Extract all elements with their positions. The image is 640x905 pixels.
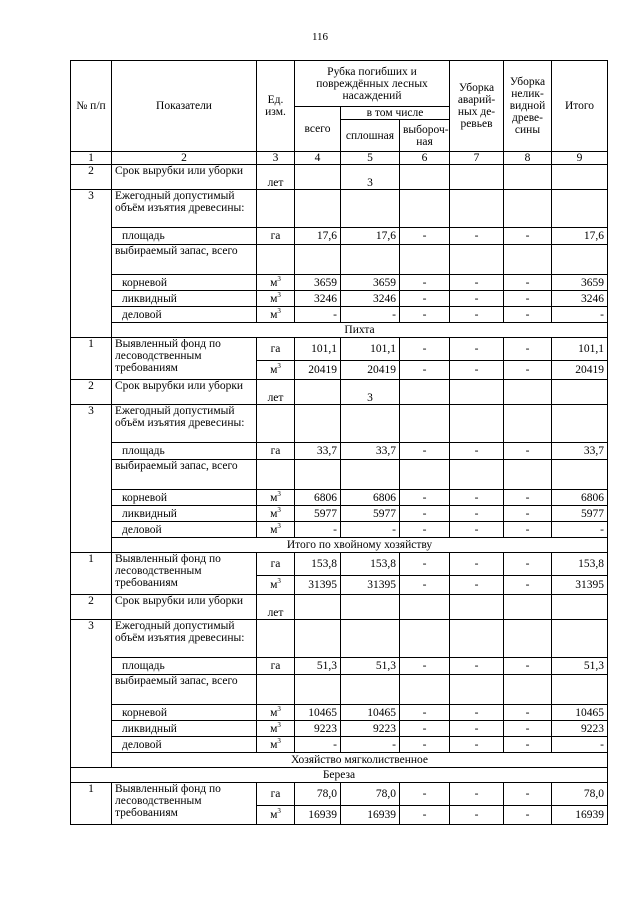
empty-cell (295, 405, 341, 443)
root-row (71, 490, 608, 506)
value-cell: 51,3 (341, 658, 400, 675)
value-cell: - (400, 553, 450, 576)
value-cell: 10465 (341, 705, 400, 721)
value-cell: 10465 (552, 705, 608, 721)
value-cell: 31395 (341, 576, 400, 595)
value-cell: - (504, 576, 552, 595)
indicator-label: Срок вырубки или уборки (112, 165, 257, 190)
unit-cell: лет (257, 165, 295, 190)
value-cell: 5977 (341, 506, 400, 522)
unit-cell (257, 490, 295, 506)
value-cell: - (400, 275, 450, 291)
value-cell: 17,6 (552, 228, 608, 245)
unit-cell (257, 576, 295, 595)
unit-cell (257, 275, 295, 291)
row-number: 2 (71, 595, 112, 620)
value-cell: - (400, 705, 450, 721)
value-cell: - (450, 737, 504, 753)
empty-cell (504, 460, 552, 490)
value-cell: - (400, 338, 450, 361)
value-cell: - (450, 338, 504, 361)
unit-m: м (270, 579, 278, 591)
empty-cell (552, 460, 608, 490)
unit-cube: 3 (277, 362, 281, 371)
indicator-label: Ежегодный допустимый объём изъятия древесины: (112, 190, 257, 228)
value-cell: 78,0 (552, 783, 608, 806)
row-number: 3 (71, 620, 112, 768)
indicator-label: Ежегодный допустимый объём изъятия древесины: (112, 620, 257, 658)
value-cell: - (504, 490, 552, 506)
value-cell: 31395 (552, 576, 608, 595)
unit-cell: га (257, 658, 295, 675)
section-title: Пихта (112, 323, 608, 338)
empty-cell (341, 190, 400, 228)
unit-m: м (270, 809, 278, 821)
value-cell: - (450, 228, 504, 245)
value-cell: 20419 (552, 361, 608, 380)
value-cell: - (400, 291, 450, 307)
business-row (71, 737, 608, 753)
value-cell: - (504, 443, 552, 460)
value-cell: - (400, 576, 450, 595)
value-cell: - (450, 705, 504, 721)
unit-cell: лет (257, 380, 295, 405)
liquid-row (71, 721, 608, 737)
unit-cell: га (257, 338, 295, 361)
indicator-label: корневой (112, 275, 257, 291)
liquid-row (71, 506, 608, 522)
value-cell (504, 165, 552, 190)
value-cell (450, 165, 504, 190)
allowed-row (71, 190, 608, 228)
indicator-label: деловой (112, 737, 257, 753)
value-cell: 17,6 (341, 228, 400, 245)
value-cell (450, 595, 504, 620)
indicator-label: площадь (112, 658, 257, 675)
value-cell: - (400, 443, 450, 460)
empty-cell (504, 405, 552, 443)
section-row (71, 768, 608, 783)
value-cell: 101,1 (552, 338, 608, 361)
header-unit: Ед. изм. (257, 61, 295, 152)
indicator-label: корневой (112, 705, 257, 721)
value-cell (552, 165, 608, 190)
unit-cell (257, 361, 295, 380)
indicator-label: деловой (112, 307, 257, 323)
value-cell (341, 595, 400, 620)
value-cell: - (504, 737, 552, 753)
unit-cell (257, 721, 295, 737)
value-cell (400, 165, 450, 190)
unit-cell: га (257, 443, 295, 460)
value-cell: 16939 (341, 806, 400, 825)
empty-cell (400, 405, 450, 443)
value-cell: 3 (341, 165, 400, 190)
value-cell: 9223 (341, 721, 400, 737)
value-cell: 6806 (552, 490, 608, 506)
value-cell: - (504, 291, 552, 307)
value-cell: - (504, 522, 552, 538)
unit-cell (257, 737, 295, 753)
value-cell: - (341, 307, 400, 323)
value-cell (552, 380, 608, 405)
value-cell: - (400, 307, 450, 323)
value-cell: 10465 (295, 705, 341, 721)
value-cell (295, 595, 341, 620)
row-number: 2 (71, 380, 112, 405)
value-cell: 101,1 (295, 338, 341, 361)
empty-cell (257, 460, 295, 490)
empty-cell (341, 620, 400, 658)
unit-cell: га (257, 783, 295, 806)
value-cell: 20419 (295, 361, 341, 380)
row-number: 1 (71, 553, 112, 595)
indicator-label: площадь (112, 443, 257, 460)
value-cell: - (341, 737, 400, 753)
empty-cell (450, 460, 504, 490)
unit-m: м (270, 292, 278, 305)
empty-cell (257, 245, 295, 275)
empty-cell (504, 620, 552, 658)
value-cell: 16939 (552, 806, 608, 825)
value-cell: 153,8 (341, 553, 400, 576)
empty-cell (295, 460, 341, 490)
value-cell: - (400, 721, 450, 737)
fund-row (71, 783, 608, 806)
area-row (71, 228, 608, 245)
section-row (71, 538, 608, 553)
value-cell: - (450, 275, 504, 291)
indicator-label: Ежегодный допустимый объём изъятия древесины: (112, 405, 257, 443)
business-row (71, 522, 608, 538)
empty-cell (400, 190, 450, 228)
root-row (71, 275, 608, 291)
value-cell: - (450, 522, 504, 538)
value-cell: - (400, 506, 450, 522)
value-cell: 16939 (295, 806, 341, 825)
value-cell: 3659 (295, 275, 341, 291)
value-cell: - (400, 522, 450, 538)
empty-cell (552, 245, 608, 275)
header-felling: Рубка погибших и повреждённых лесных насаждений (295, 61, 450, 107)
value-cell: - (295, 522, 341, 538)
unit-cube: 3 (277, 489, 281, 498)
value-cell: 3246 (341, 291, 400, 307)
unit-m: м (270, 276, 278, 289)
value-cell: - (400, 490, 450, 506)
empty-cell (295, 190, 341, 228)
value-cell: - (450, 490, 504, 506)
empty-cell (400, 460, 450, 490)
section-title: Береза (71, 768, 608, 783)
value-cell: 78,0 (295, 783, 341, 806)
empty-cell (552, 675, 608, 705)
value-cell: - (450, 443, 504, 460)
unit-cell: га (257, 553, 295, 576)
unit-cube: 3 (277, 736, 281, 745)
value-cell: - (504, 307, 552, 323)
empty-cell (552, 620, 608, 658)
empty-cell (295, 245, 341, 275)
unit-cube: 3 (277, 290, 281, 299)
value-cell: - (341, 522, 400, 538)
section-row (71, 323, 608, 338)
empty-cell (450, 190, 504, 228)
empty-cell (450, 405, 504, 443)
empty-cell (295, 675, 341, 705)
value-cell: 51,3 (552, 658, 608, 675)
indicator-label: выбираемый запас, всего (112, 245, 257, 275)
empty-cell (504, 675, 552, 705)
value-cell: - (504, 705, 552, 721)
unit-cube: 3 (277, 704, 281, 713)
empty-cell (257, 190, 295, 228)
value-cell: 33,7 (552, 443, 608, 460)
area-row (71, 658, 608, 675)
empty-cell (400, 675, 450, 705)
value-cell: 78,0 (341, 783, 400, 806)
value-cell (504, 380, 552, 405)
value-cell: - (400, 783, 450, 806)
header-emergency: Уборка аварий-ных де-ревьев (450, 61, 504, 152)
unit-cube: 3 (277, 505, 281, 514)
page-number: 116 (311, 31, 329, 43)
empty-cell (552, 405, 608, 443)
unit-m: м (270, 738, 278, 751)
indicator-label: Срок вырубки или уборки (112, 380, 257, 405)
indicator-label: ликвидный (112, 291, 257, 307)
value-cell: 153,8 (295, 553, 341, 576)
value-cell: - (504, 361, 552, 380)
header-including: в том числе (341, 107, 450, 120)
empty-cell (341, 405, 400, 443)
empty-cell (400, 245, 450, 275)
unit-cube: 3 (277, 577, 281, 586)
value-cell: 3246 (295, 291, 341, 307)
value-cell: - (450, 307, 504, 323)
header-nonliquid: Уборка нелик-видной древе-сины (504, 61, 552, 152)
value-cell: 20419 (341, 361, 400, 380)
allowed-row (71, 620, 608, 658)
period-row (71, 595, 608, 620)
value-cell: - (504, 806, 552, 825)
header-num: № п/п (71, 61, 112, 152)
empty-cell (341, 460, 400, 490)
value-cell: - (552, 307, 608, 323)
value-cell: - (504, 228, 552, 245)
value-cell (450, 380, 504, 405)
value-cell (295, 380, 341, 405)
unit-cube: 3 (277, 306, 281, 315)
unit-cube: 3 (277, 720, 281, 729)
indicator-label: Выявленный фонд по лесоводственным требованиям (112, 338, 257, 380)
value-cell: 3659 (552, 275, 608, 291)
value-cell: 101,1 (341, 338, 400, 361)
value-cell: - (450, 291, 504, 307)
fund-row (71, 338, 608, 361)
value-cell (400, 595, 450, 620)
value-cell: 17,6 (295, 228, 341, 245)
unit-cell (257, 506, 295, 522)
value-cell: - (400, 658, 450, 675)
unit-cube: 3 (277, 807, 281, 816)
unit-m: м (270, 722, 278, 735)
row-number: 1 (71, 783, 112, 825)
unit-cell (257, 705, 295, 721)
value-cell: - (295, 737, 341, 753)
value-cell: - (400, 806, 450, 825)
row-number: 2 (71, 165, 112, 190)
indicator-label: выбираемый запас, всего (112, 675, 257, 705)
value-cell: - (450, 553, 504, 576)
empty-cell (400, 620, 450, 658)
indicator-label: ликвидный (112, 506, 257, 522)
value-cell: - (450, 806, 504, 825)
liquid-row (71, 291, 608, 307)
value-cell: 33,7 (341, 443, 400, 460)
empty-cell (504, 190, 552, 228)
value-cell: - (450, 783, 504, 806)
value-cell: - (504, 275, 552, 291)
unit-cell (257, 806, 295, 825)
value-cell: - (552, 522, 608, 538)
value-cell: - (504, 338, 552, 361)
indicator-label: Выявленный фонд по лесоводственным требованиям (112, 783, 257, 825)
value-cell: - (504, 658, 552, 675)
unit-cube: 3 (277, 521, 281, 530)
unit-m: м (270, 523, 278, 536)
value-cell: - (400, 361, 450, 380)
value-cell: 5977 (552, 506, 608, 522)
value-cell: 3246 (552, 291, 608, 307)
indicator-label: Выявленный фонд по лесоводственным требованиям (112, 553, 257, 595)
indicator-label: выбираемый запас, всего (112, 460, 257, 490)
value-cell: 9223 (295, 721, 341, 737)
value-cell: - (450, 361, 504, 380)
section-row (71, 753, 608, 768)
value-cell: - (504, 783, 552, 806)
period-row (71, 380, 608, 405)
empty-cell (552, 190, 608, 228)
value-cell: - (400, 737, 450, 753)
empty-cell (257, 405, 295, 443)
section-title: Хозяйство мягколиственное (112, 753, 608, 768)
value-cell: - (400, 228, 450, 245)
value-cell: - (450, 506, 504, 522)
value-cell: 33,7 (295, 443, 341, 460)
value-cell: 31395 (295, 576, 341, 595)
section-title: Итого по хвойному хозяйству (112, 538, 608, 553)
value-cell: 3659 (341, 275, 400, 291)
empty-cell (257, 620, 295, 658)
value-cell: - (504, 506, 552, 522)
stock-row (71, 675, 608, 705)
value-cell: 3 (341, 380, 400, 405)
value-cell: - (504, 553, 552, 576)
header-total-all: всего (295, 107, 341, 152)
stock-row (71, 460, 608, 490)
indicator-label: деловой (112, 522, 257, 538)
empty-cell (450, 620, 504, 658)
value-cell (295, 165, 341, 190)
value-cell: - (552, 737, 608, 753)
value-cell (504, 595, 552, 620)
unit-cube: 3 (277, 274, 281, 283)
business-row (71, 307, 608, 323)
forest-felling-table (70, 60, 608, 825)
value-cell: - (450, 658, 504, 675)
unit-cell (257, 522, 295, 538)
indicator-label: Срок вырубки или уборки (112, 595, 257, 620)
header-selective: выбороч-ная (400, 120, 450, 152)
unit-cell (257, 291, 295, 307)
value-cell (400, 380, 450, 405)
unit-m: м (270, 308, 278, 321)
header-indicators: Показатели (112, 61, 257, 152)
column-numbers-row: 1 2 3 4 5 6 7 8 9 (71, 152, 608, 165)
value-cell: - (450, 721, 504, 737)
empty-cell (504, 245, 552, 275)
value-cell: 6806 (295, 490, 341, 506)
header-itogo: Итого (552, 61, 608, 152)
unit-cell: лет (257, 595, 295, 620)
fund-row (71, 553, 608, 576)
header-continuous: сплошная (341, 120, 400, 152)
value-cell: 6806 (341, 490, 400, 506)
empty-cell (450, 675, 504, 705)
unit-cell: га (257, 228, 295, 245)
indicator-label: корневой (112, 490, 257, 506)
allowed-row (71, 405, 608, 443)
value-cell: - (504, 721, 552, 737)
root-row (71, 705, 608, 721)
value-cell: 5977 (295, 506, 341, 522)
value-cell: - (450, 576, 504, 595)
unit-m: м (270, 364, 278, 376)
empty-cell (257, 675, 295, 705)
value-cell: 51,3 (295, 658, 341, 675)
unit-m: м (270, 706, 278, 719)
value-cell: 9223 (552, 721, 608, 737)
row-number: 3 (71, 405, 112, 553)
indicator-label: ликвидный (112, 721, 257, 737)
unit-m: м (270, 507, 278, 520)
unit-m: м (270, 491, 278, 504)
empty-cell (341, 245, 400, 275)
area-row (71, 443, 608, 460)
empty-cell (341, 675, 400, 705)
value-cell: 153,8 (552, 553, 608, 576)
indicator-label: площадь (112, 228, 257, 245)
value-cell (552, 595, 608, 620)
period-row (71, 165, 608, 190)
row-number: 3 (71, 190, 112, 338)
value-cell: - (295, 307, 341, 323)
stock-row (71, 245, 608, 275)
row-number: 1 (71, 338, 112, 380)
unit-cell (257, 307, 295, 323)
empty-cell (450, 245, 504, 275)
empty-cell (295, 620, 341, 658)
